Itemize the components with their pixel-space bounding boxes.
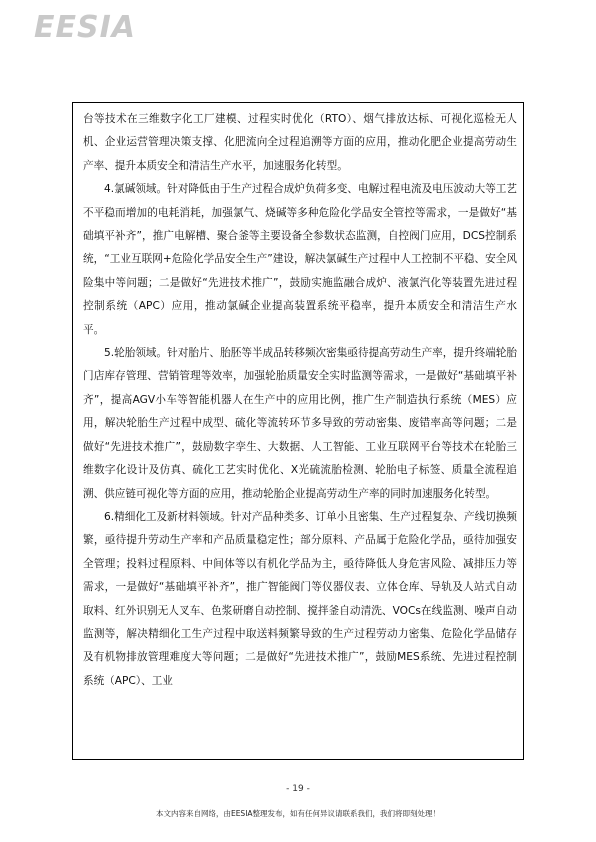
paragraph-chlor-alkali: 4.氯碱领域。针对降低由于生产过程合成炉负荷多变、电解过程电流及电压波动大等工艺不平稳而增加的电耗消耗，加强氯气、烧碱等多种危险化学品安全管控等需求，一是做好“基础填平补齐”，推广电解槽、聚合釜等主要设备全参数状态监测，自控阀门应用，DCS控制系统，“工业互联网+危险化学品安全生产”建设，解决氯碱生产过程中人工控制不平稳、安全风险集中等问题；二是做好“先进技术推广”，鼓励实施监融合成炉、液氯汽化等装置先进过程控制系统（APC）应用，推动氯碱企业提高装置系统平稳率，提升本质安全和清洁生产水平。 (83, 183, 517, 336)
document-body (83, 108, 517, 693)
paragraph-tire: 5.轮胎领域。针对胎片、胎胚等半成品转移频次密集亟待提高劳动生产率，提升终端轮胎门店库存管理、营销管理等效率，加强轮胎质量安全实时监测等需求，一是做好“基础填平补齐”，提高AGV小车等智能机器人在生产中的应用比例，推广生产制造执行系统（MES）应用，解决轮胎生产过程中成型、硫化等流转环节多导致的劳动密集、废错率高等问题；二是做好“先进技术推广”，鼓励数字孪生、大数据、人工智能、工业互联网平台等技术在轮胎三维数字化设计及仿真、硫化工艺实时优化、X光硫流胎检测、轮胎电子标签、质量全流程追溯、供应链可视化等方面的应用，推动轮胎企业提高劳动生产率的同时加速服务化转型。 (83, 347, 517, 500)
footer-disclaimer: 本文内容来自网络，由EESIA整理发布，如有任何异议请联系我们，我们将即刻处理！ (155, 809, 441, 818)
paragraph-continued: 台等技术在三维数字化工厂建模、过程实时优化（RTO）、烟气排放达标、可视化巡检无人机、企业运营管理决策支撑、化肥流向全过程追溯等方面的应用，推动化肥企业提高劳动生产率、提升本质安全和清洁生产水平，加速服务化转型。 (83, 113, 517, 172)
paragraph-fine-chemicals: 6.精细化工及新材料领域。针对产品种类多、订单小且密集、生产过程复杂、产线切换频繁，亟待提升劳动生产率和产品质量稳定性；部分原料、产品属于危险化学品，亟待加强安全管理；投料过程原料、中间体等以有机化学品为主，亟待降低人身危害风险、减排压力等需求，一是做好“基础填平补齐”，推广智能阀门等仪器仪表、立体仓库、导轨及人站式自动取料、红外识别无人叉车、色浆研磨自动控制、搅拌釜自动清洗、VOCs在线监测、噪声自动监测等，解决精细化工生产过程中取送料频繁导致的生产过程劳动力密集、危险化学品储存及有机物排放管理难度大等问题；二是做好“先进技术推广”，鼓励MES系统、先进过程控制系统（APC）、工业 (83, 510, 517, 687)
eesia-logo: EESIA (34, 10, 136, 45)
page-number: - 19 - (286, 784, 310, 794)
